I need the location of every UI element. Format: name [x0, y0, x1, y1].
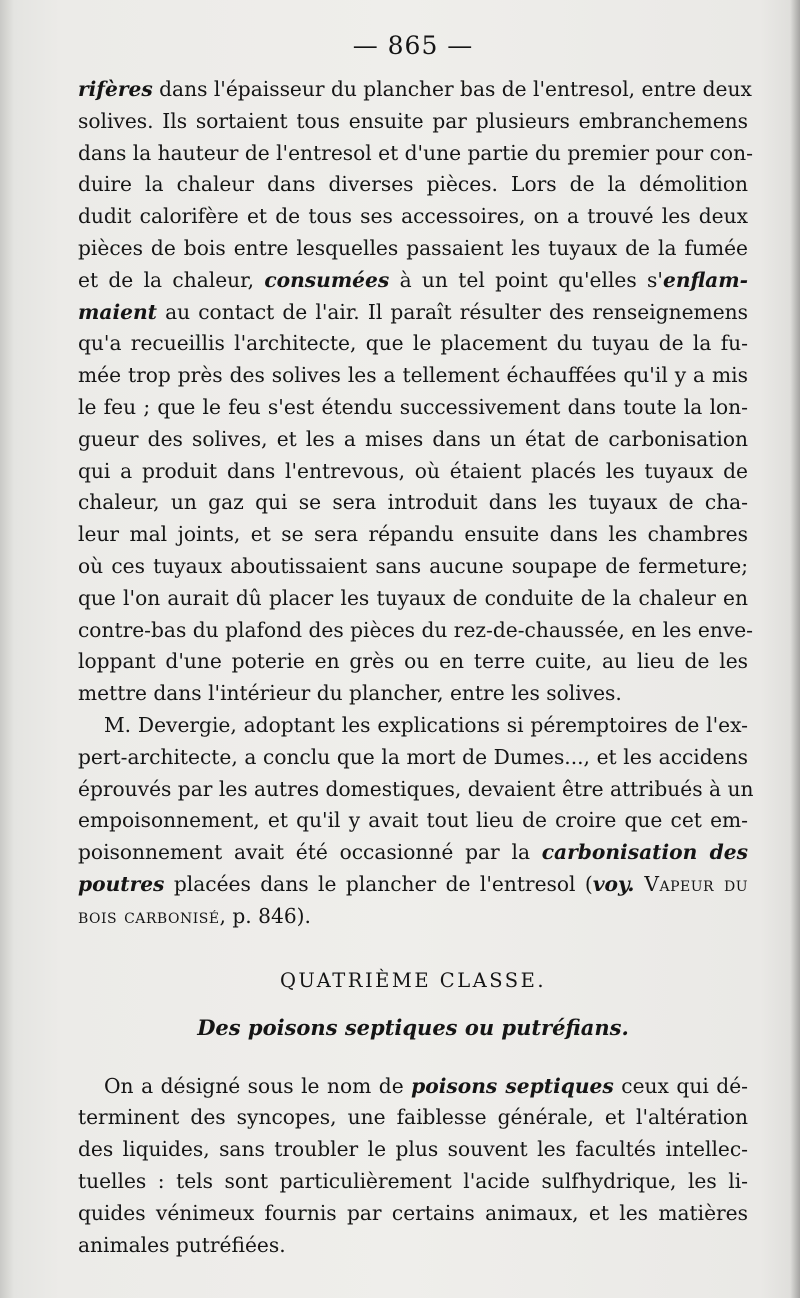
text-line: que l'on aurait dû placer les tuyaux de conduite de la chaleur en: [78, 585, 748, 610]
paragraph-2: [78, 710, 754, 933]
text-line: empoisonnement, et qu'il y avait tout lieu de croire que cet em-: [78, 808, 748, 833]
text-line: M. Devergie, adoptant les explications si péremptoires de l'ex-: [104, 712, 748, 737]
page-edge-shadow: [790, 0, 800, 1298]
text-line: solives. Ils sortaient tous ensuite par plusieurs embranchemens: [78, 108, 748, 133]
text-line: terminent des syncopes, une faiblesse générale, et l'altération: [78, 1105, 748, 1130]
text-line: qu'a recueillis l'architecte, que le placement du tuyau de la fu-: [78, 331, 748, 356]
text-line: [78, 1071, 748, 1103]
text-line: dans la hauteur de l'entresol et d'une partie du premier pour con-: [78, 140, 753, 165]
line-text: , p. 846).: [219, 903, 311, 928]
small-caps-reference: Vapeur du: [634, 871, 748, 896]
section-heading: QUATRIÈME CLASSE.: [279, 968, 547, 992]
text-line: [78, 265, 748, 297]
page-number: — 865 —: [352, 31, 474, 60]
line-text: On a désigné sous le nom de: [104, 1073, 412, 1098]
text-line: pert-architecte, a conclu que la mort de Dumes..., et les accidens: [78, 744, 748, 769]
italic-term: rifères: [78, 77, 153, 101]
text-line: chaleur, un gaz qui se sera introduit dans les tuyaux de cha-: [78, 490, 748, 515]
line-text: à un tel point qu'elles s': [389, 267, 663, 292]
line-text: et de la chaleur,: [78, 267, 265, 292]
text-line: des liquides, sans troubler le plus souvent les facultés intellec-: [78, 1137, 748, 1162]
text-line: duire la chaleur dans diverses pièces. Lors de la démolition: [78, 172, 748, 197]
line-text: ceux qui dé-: [613, 1073, 748, 1098]
text-line: qui a produit dans l'entrevous, où étaient placés les tuyaux de: [78, 458, 748, 483]
text-line: éprouvés par les autres domestiques, devaient être attribués à un: [78, 776, 754, 801]
text-line: gueur des solives, et les a mises dans un état de carbonisation: [78, 426, 748, 451]
italic-term: maient: [78, 299, 157, 324]
section-spacer: [78, 933, 748, 959]
paragraph-1: [78, 74, 753, 710]
text-line: mettre dans l'intérieur du plancher, entre les solives.: [78, 681, 622, 706]
text-line: mée trop près des solives les a tellement échauffées qu'il y a mis: [78, 363, 748, 388]
text-line: [78, 837, 748, 869]
text-line: quides vénimeux fournis par certains animaux, et les matières: [78, 1200, 748, 1225]
italic-term: enflam-: [662, 267, 748, 292]
italic-term: poisons septiques: [411, 1073, 614, 1098]
italic-term: voy.: [592, 871, 635, 896]
line-text: poisonnement avait été occasionné par la: [78, 840, 542, 865]
line-text: dans l'épaisseur du plancher bas de l'entresol, entre deux: [152, 77, 752, 101]
italic-term: carbonisation des: [541, 840, 748, 865]
text-line: [78, 869, 748, 901]
section-subheading: Des poisons septiques ou putréfians.: [197, 1014, 629, 1040]
page-text-block: [78, 26, 754, 1261]
section-spacer: [78, 1055, 748, 1071]
line-text: au contact de l'air. Il paraît résulter des renseignemens: [156, 299, 748, 324]
italic-term: poutres: [78, 871, 165, 896]
text-line: loppant d'une poterie en grès ou en terre cuite, au lieu de les: [78, 649, 748, 674]
text-line: [78, 901, 748, 933]
text-line: animales putréfiées.: [78, 1232, 286, 1257]
text-line: tuelles : tels sont particulièrement l'acide sulfhydrique, les li-: [78, 1168, 748, 1193]
text-line: le feu ; que le feu s'est étendu successivement dans toute la lon-: [78, 394, 748, 419]
text-line: contre-bas du plafond des pièces du rez-de-chaussée, en les enve-: [78, 617, 753, 642]
small-caps-reference: bois carbonisé: [78, 903, 220, 928]
text-line: leur mal joints, et se sera répandu ensuite dans les chambres: [78, 522, 748, 547]
text-line: pièces de bois entre lesquelles passaient les tuyaux de la fumée: [78, 235, 748, 260]
italic-term: consumées: [264, 267, 390, 292]
text-line: [78, 297, 748, 329]
text-line: où ces tuyaux aboutissaient sans aucune soupape de fermeture;: [78, 553, 748, 578]
paragraph-3: [78, 1071, 748, 1262]
line-text: placées dans le plancher de l'entresol (: [164, 871, 593, 896]
text-line: dudit calorifère et de tous ses accessoires, on a trouvé les deux: [78, 204, 748, 229]
text-line: [78, 74, 752, 106]
